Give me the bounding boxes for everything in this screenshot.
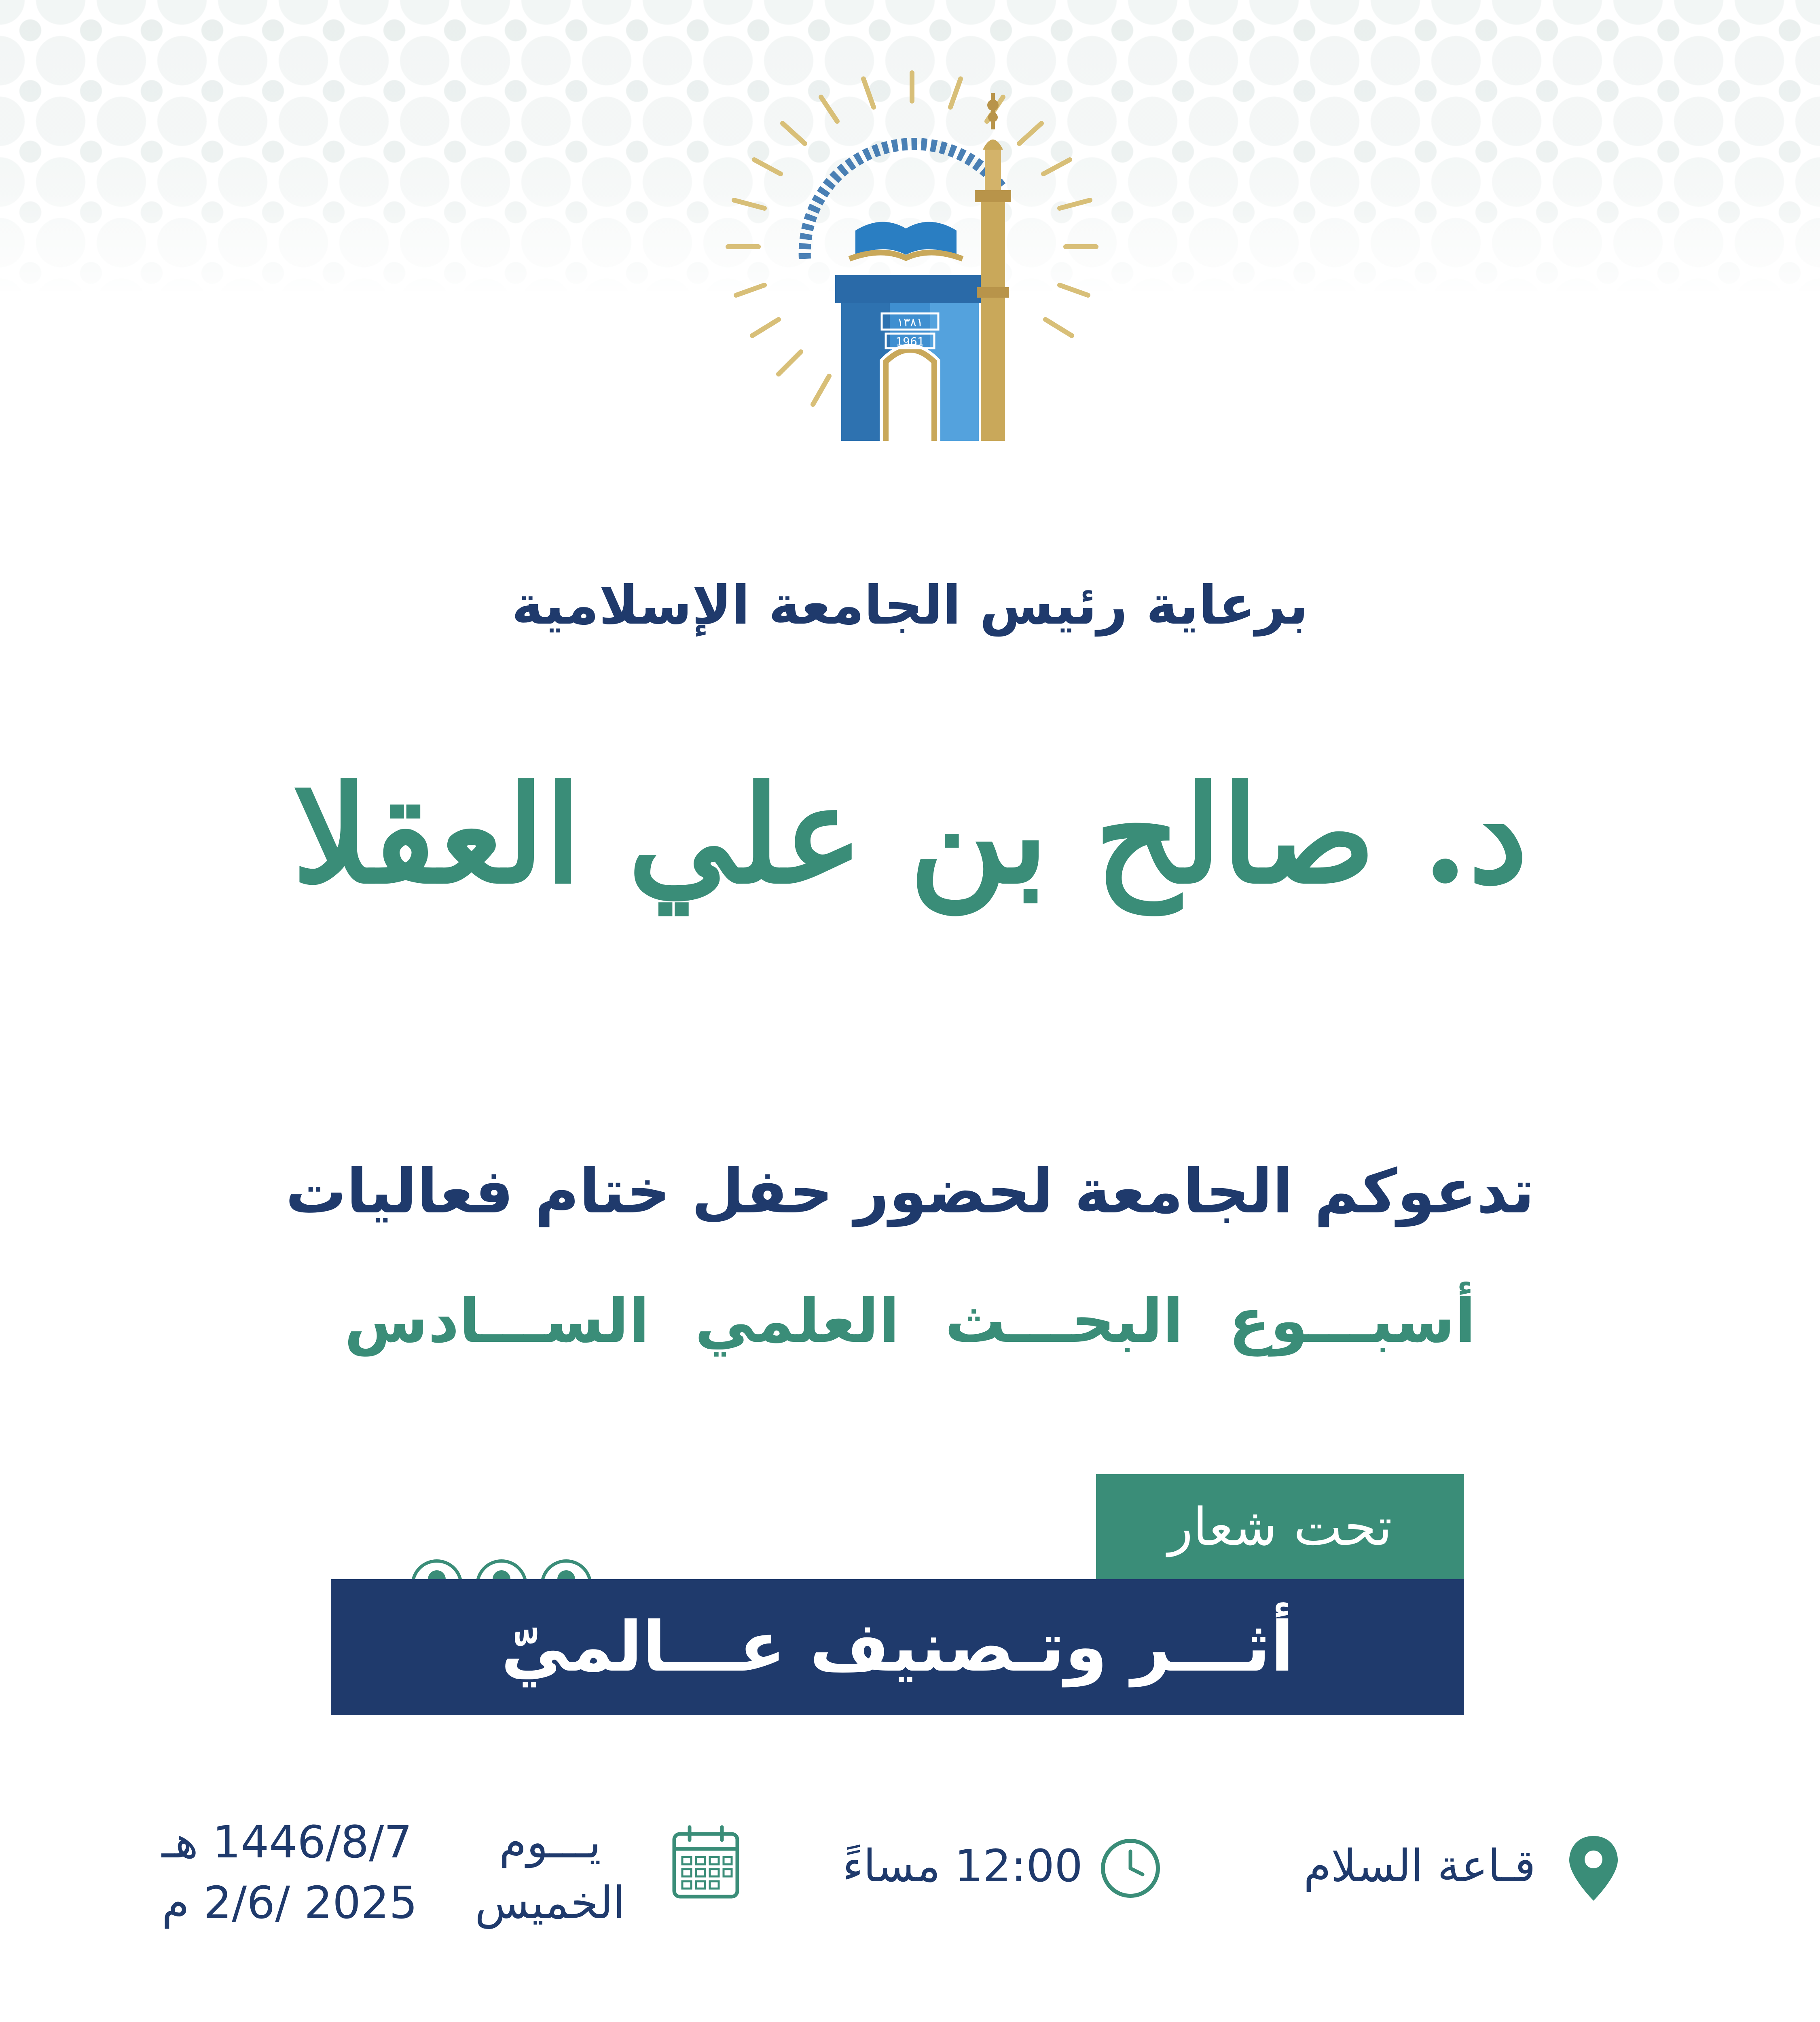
- slogan-label: تحت شعار: [1096, 1474, 1464, 1580]
- slogan-text: أثـــر وتـصنيف عـــالميّ: [331, 1579, 1464, 1715]
- logo-year-greg: 1961: [895, 335, 925, 348]
- slogan-decoration: [388, 1537, 615, 1585]
- location-text: قـاعة السلام: [1304, 1840, 1536, 1892]
- patronage-line: برعاية رئيس الجامعة الإسلامية: [512, 574, 1308, 637]
- calendar-icon: [669, 1824, 742, 1901]
- date-gregorian: 2025 /2/6 م: [162, 1877, 418, 1929]
- date-block: [162, 1812, 445, 1933]
- day-label-line2: الخميس: [474, 1877, 626, 1929]
- president-name: د. صالح بن علي العقلا: [292, 756, 1528, 913]
- date-hijri: 1446/8/7 هـ: [162, 1816, 413, 1868]
- university-logo: [712, 69, 1112, 469]
- location-pin-icon: [1565, 1832, 1622, 1905]
- day-label: [465, 1812, 635, 1933]
- clock-icon: [1098, 1836, 1163, 1901]
- invitation-line: تدعوكم الجامعة لحضور حفل ختام فعاليات: [285, 1157, 1535, 1227]
- event-name: أسبـــوع البحـــث العلمي الســـادس: [344, 1286, 1476, 1356]
- logo-year-hijri: ١٣٨١: [897, 315, 923, 330]
- day-label-line1: يـــوم: [499, 1816, 601, 1868]
- time-text: 12:00 مساءً: [842, 1840, 1083, 1892]
